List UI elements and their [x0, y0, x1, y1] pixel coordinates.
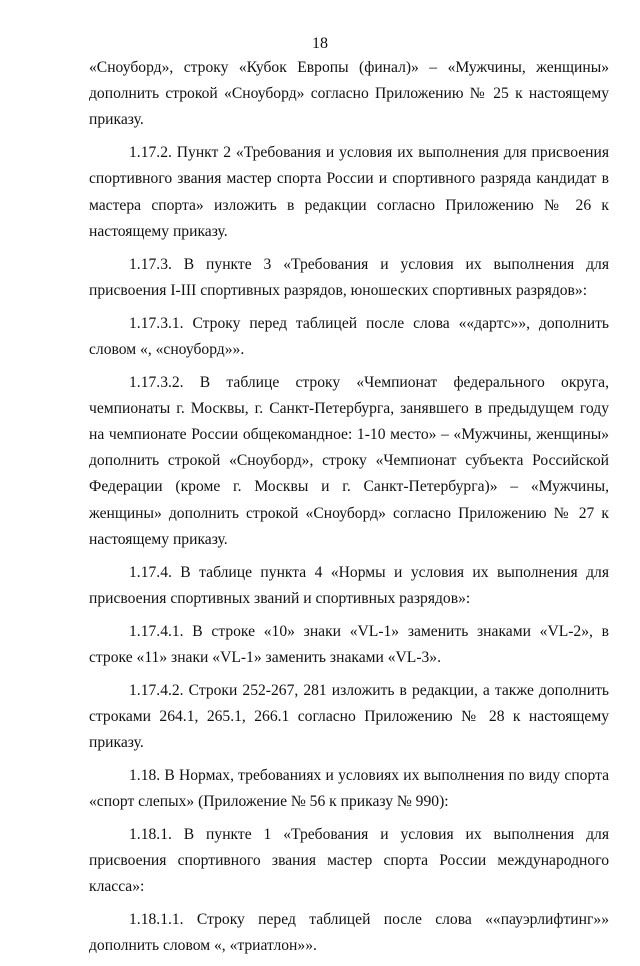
paragraph: 1.18.1.1. Строку перед таблицей после слова ««пауэрлифтинг»» дополнить словом «, «триатлон»».: [89, 911, 609, 955]
page-number: 18: [312, 35, 328, 52]
paragraph: 1.17.3.1. Строку перед таблицей после слова ««дартс»», дополнить словом «, «сноуборд»».: [89, 314, 609, 358]
paragraph: 1.17.4.1. В строке «10» знаки «VL-1» заменить знаками «VL-2», в строке «11» знаки «VL-1» заменить знаками «VL-3».: [89, 622, 609, 666]
paragraph: 1.17.2. Пункт 2 «Требования и условия их выполнения для присвоения спортивного звания мастер спорта России и спортивного разряда кандидат в мастера спорта» изложить в редакции согласно Приложению № 26 к настоящему приказу.: [89, 144, 609, 240]
paragraph: 1.17.4. В таблице пункта 4 «Нормы и условия их выполнения для присвоения спортивных званий и спортивных разрядов»:: [89, 563, 609, 607]
document-body: [89, 55, 609, 966]
paragraph: 1.17.3. В пункте 3 «Требования и условия их выполнения для присвоения I-III спортивных разрядов, юношеских спортивных разрядов»:: [89, 255, 609, 299]
paragraph: 1.18. В Нормах, требованиях и условиях их выполнения по виду спорта «спорт слепых» (Приложение № 56 к приказу № 990):: [89, 766, 609, 811]
paragraph: 1.18.1. В пункте 1 «Требования и условия их выполнения для присвоения спортивного звания мастер спорта России международного класса»:: [89, 825, 609, 896]
paragraph: 1.17.4.2. Строки 252-267, 281 изложить в редакции, а также дополнить строками 264.1, 265.1, 266.1 согласно Приложению № 28 к настоящему приказу.: [89, 681, 609, 752]
paragraph: 1.17.3.2. В таблице строку «Чемпионат федерального округа, чемпионаты г. Москвы, г. Санкт-Петербурга, занявшего в предыдущем году на чемпионате России общекомандное: 1-10 место» – «Мужчины, женщины» дополнить строкой «Сноуборд», строку «Чемпионат субъекта Российской Федерации (кроме г. Москвы и г. Санкт-Петербурга)» – «Мужчины, женщины» дополнить строкой «Сноуборд» согласно Приложению № 27 к настоящему приказу.: [89, 373, 609, 548]
paragraph: «Сноуборд», строку «Кубок Европы (финал)» – «Мужчины, женщины» дополнить строкой «Сноуборд» согласно Приложению № 25 к настоящему приказу.: [89, 59, 609, 129]
